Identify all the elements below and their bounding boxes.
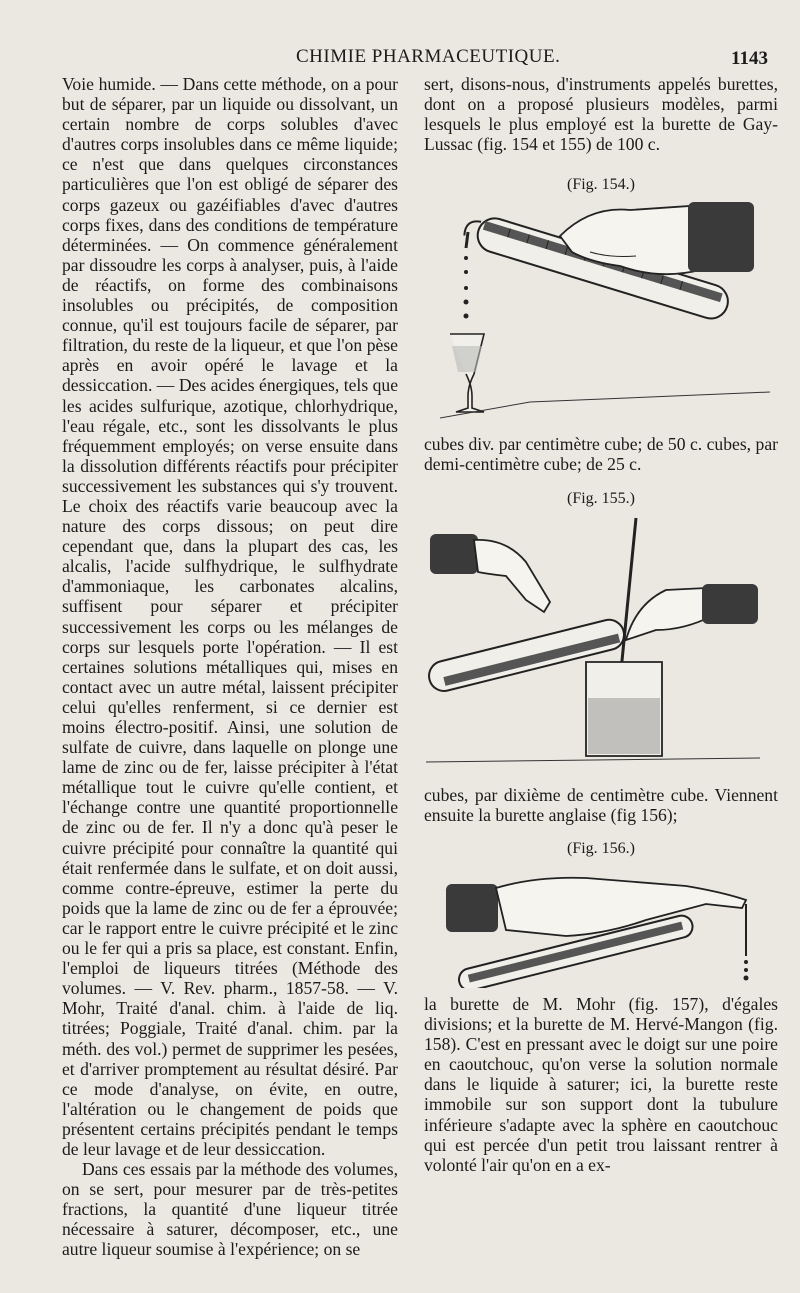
figure-154-illustration [440,196,770,424]
right-text-divisions [424,434,778,474]
running-title: CHIMIE PHARMACEUTIQUE. [296,46,561,67]
figure-154-caption: (Fig. 154.) [567,176,635,193]
left-column [62,74,398,1260]
page-number: 1143 [731,48,768,69]
paragraph-voie-humide: Voie humide. — Dans cette méthode, on a pour but de séparer, par un liquide ou dissolvant, un certain nombre de corps solubles d'avec d'autres corps insolubles dans ce même liquide; ce n'est que dans quelques circonstances particulières que l'on est obligé de séparer des corps gazeux ou gazéifiables d'avec d'autres corps fixes, dans des conditions de température déterminées. — On commence généralement par dissoudre les corps à analyser, puis, à l'aide de réactifs, on forme des combinaisons insolubles ou précipités, de composition connue, qu'il est toujours facile de séparer, par filtration, du reste de la liqueur, et que l'on pèse après en avoir opéré le lavage et la dessiccation. — Des acides énergiques, tels que les acides sulfurique, azotique, chlorhydrique, l'eau régale, etc., sont les dissolvants le plus fréquemment employés; on verse ensuite dans la dissolution différents réactifs pour précipiter successivement les substances qui s'y trouvent. Le choix des réactifs varie beaucoup avec la nature des corps dissous; on peut dire cependant que, dans la plupart des cas, les alcalis, l'acide sulfhydrique, le sulfhydrate d'ammoniaque, les carbonates alcalins, suffisent pour séparer et précipiter successivement les corps ou les mélanges de corps sur lesquels porte l'opération. — Il est certaines solutions métalliques qui, mises en contact avec un autre métal, laissent précipiter celui qu'elles renferment, si ce dernier est moins électro-positif. Ainsi, une solution de sulfate de cuivre, dans laquelle on plonge une lame de zinc ou de fer, laisse précipiter à l'état métallique tout le cuivre qu'elle contient, et l'échange contre une quantité proportionnelle de zinc ou de fer. Il n'y a donc qu'à peser le cuivre précipité pour connaître la quantité qui était renfermée dans le sulfate, et on doit aussi, comme contre-épreuve, estimer la perte du poids que la lame de zinc ou de fer a éprouvée; car le rapport entre le cuivre précipité et le zinc ou le fer qui a pris sa place, est constant. Enfin, l'emploi de liqueurs titrées (Méthode des volumes. — V. Rev. pharm., 1857-58. — V. Mohr, Traité d'anal. chim. à l'aide de liq. titrées; Poggiale, Traité d'anal. chim. par la méth. des vol.) permet de supprimer les pesées, et d'arriver promptement au résultat désiré. Par ce mode d'analyse, on évite, en outre, l'altération ou le changement de poids que présentent certains précipités pendant le temps de leur lavage et de leur dessiccation. [62,74,398,1159]
figure-156-caption: (Fig. 156.) [567,840,635,857]
right-text-mohr [424,994,778,1175]
figure-155-illustration [426,512,760,770]
right-paragraph-2: cubes div. par centimètre cube; de 50 c. cubes, par demi-centimètre cube; de 25 c. [424,434,778,475]
figure-155-caption: (Fig. 155.) [567,490,635,507]
right-paragraph-1: sert, disons-nous, d'instruments appelés burettes, dont on a proposé plusieurs modèles, parmi lesquels le plus employé est la burette de Gay-Lussac (fig. 154 et 155) de 100 c. [424,74,778,155]
right-paragraph-3: cubes, par dixième de centimètre cube. Viennent ensuite la burette anglaise (fig 156); [424,785,778,826]
figure-156-illustration [446,864,766,988]
right-text-burette-anglaise [424,785,778,825]
page-header [0,46,800,70]
right-paragraph-4: la burette de M. Mohr (fig. 157), d'égales divisions; et la burette de M. Hervé-Mangon (fig. 158). C'est en pressant avec le doigt sur une poire en caoutchouc, qu'on verse la solution normale dans le liquide à saturer; ici, la burette reste immobile sur son support dont la tubulure inférieure s'adapte avec la sphère en caoutchouc qui est percée d'un petit trou laissant rentrer à volonté l'air qu'on en a ex- [424,994,778,1175]
right-text-burettes [424,74,778,154]
paragraph-methode-volumes: Dans ces essais par la méthode des volumes, on se sert, pour mesurer par de très-petites fractions, la quantité d'une liqueur titrée nécessaire à saturer, décomposer, etc., une autre liqueur soumise à l'expérience; on se [62,1159,398,1260]
